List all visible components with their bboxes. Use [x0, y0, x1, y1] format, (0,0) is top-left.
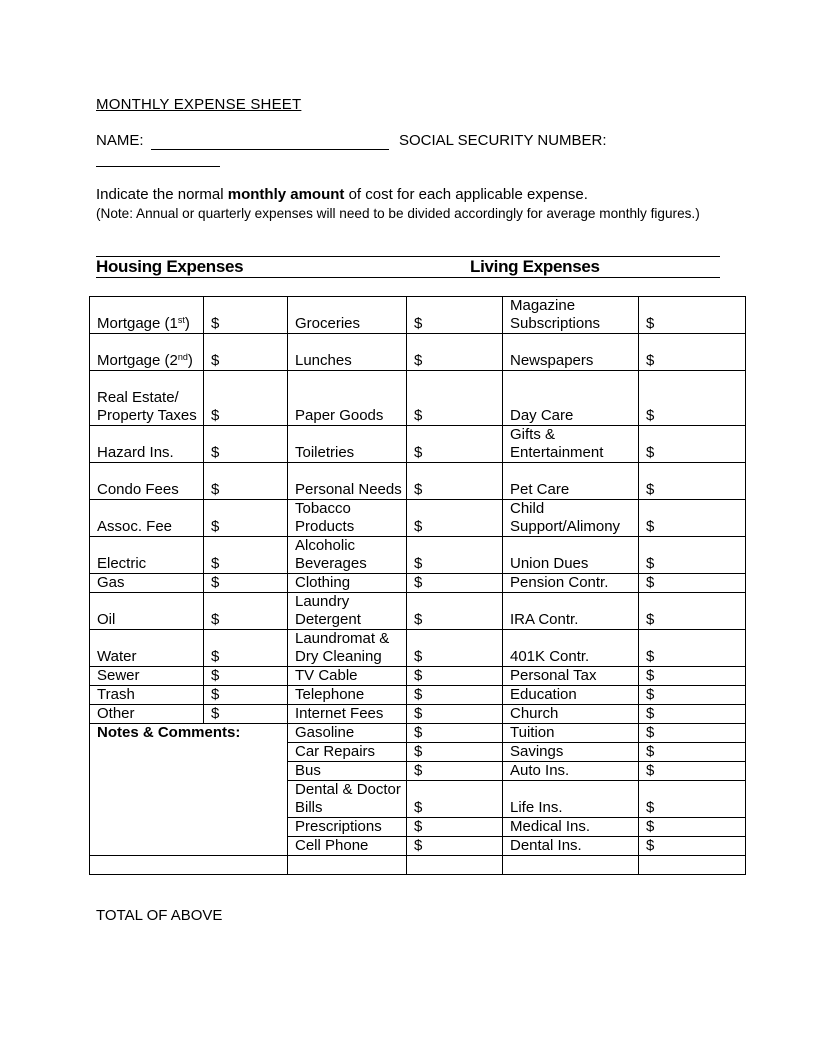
- dollar-sign: $: [414, 611, 423, 628]
- other-amount-field[interactable]: [639, 463, 746, 500]
- dollar-sign: $: [211, 518, 220, 535]
- ordinal-suffix: nd: [177, 352, 188, 362]
- note-text: (Note: Annual or quarterly expenses will need to be divided accordingly for average monthly figures.): [96, 206, 700, 221]
- living-item-label: [288, 781, 407, 818]
- housing-item-text: Oil: [97, 611, 116, 628]
- housing-amount-field[interactable]: [204, 537, 288, 574]
- other-item-label: [503, 724, 639, 743]
- housing-amount-field[interactable]: [204, 630, 288, 667]
- living-item-label: [288, 705, 407, 724]
- living-item-text: Bus: [295, 762, 321, 779]
- other-item-text: Gifts & Entertainment: [510, 426, 604, 461]
- dollar-sign: $: [414, 444, 423, 461]
- living-item-text: Car Repairs: [295, 743, 376, 760]
- dollar-sign: $: [211, 686, 220, 703]
- table-row: [90, 537, 746, 574]
- living-amount-field[interactable]: [407, 724, 503, 743]
- table-row: [90, 371, 746, 426]
- dollar-sign: $: [414, 481, 423, 498]
- dollar-sign: $: [646, 555, 655, 572]
- other-amount-field[interactable]: [639, 667, 746, 686]
- expense-table: [89, 296, 746, 875]
- table-row-blank: [90, 856, 746, 875]
- instructions-before: Indicate the normal: [96, 186, 228, 203]
- living-item-text: Prescriptions: [295, 818, 382, 835]
- living-item-label: [288, 537, 407, 574]
- housing-amount-field[interactable]: [204, 500, 288, 537]
- other-amount-field[interactable]: [639, 781, 746, 818]
- housing-item-tail: ): [184, 315, 190, 332]
- table-row: [90, 500, 746, 537]
- living-item-label: [288, 426, 407, 463]
- housing-amount-field[interactable]: [204, 463, 288, 500]
- other-item-label: [503, 297, 639, 334]
- housing-item-text: Electric: [97, 555, 147, 572]
- table-row: [90, 667, 746, 686]
- living-item-text: Alcoholic Beverages: [295, 537, 367, 572]
- housing-item-text: Gas: [97, 574, 125, 591]
- dollar-sign: $: [646, 407, 655, 424]
- other-amount-field[interactable]: [639, 371, 746, 426]
- housing-item-text: Trash: [97, 686, 135, 703]
- other-item-text: Savings: [510, 743, 564, 760]
- living-item-text: Paper Goods: [295, 407, 384, 424]
- dollar-sign: $: [646, 799, 655, 816]
- housing-item-text: Mortgage (2: [97, 352, 178, 369]
- housing-item-label: [90, 667, 204, 686]
- blank-cell[interactable]: [407, 856, 503, 875]
- living-item-label: [288, 593, 407, 630]
- dollar-sign: $: [646, 762, 655, 779]
- name-label: NAME:: [96, 132, 144, 149]
- living-item-label: [288, 743, 407, 762]
- housing-item-label: [90, 705, 204, 724]
- living-item-label: [288, 762, 407, 781]
- housing-item-label: [90, 371, 204, 426]
- table-row: [90, 574, 746, 593]
- living-item-label: [288, 837, 407, 856]
- living-amount-field[interactable]: [407, 781, 503, 818]
- dollar-sign: $: [414, 574, 423, 591]
- instructions-after: of cost for each applicable expense.: [344, 186, 588, 203]
- header-rule-bottom: [96, 277, 720, 278]
- other-item-label: [503, 686, 639, 705]
- housing-item-text: Mortgage (1: [97, 315, 178, 332]
- table-row: [90, 297, 746, 334]
- living-amount-field[interactable]: [407, 818, 503, 837]
- living-item-text: Clothing: [295, 574, 351, 591]
- dollar-sign: $: [211, 444, 220, 461]
- living-amount-field[interactable]: [407, 574, 503, 593]
- blank-cell[interactable]: [90, 856, 288, 875]
- dollar-sign: $: [211, 352, 220, 369]
- living-item-label: [288, 686, 407, 705]
- living-item-text: Groceries: [295, 315, 361, 332]
- dollar-sign: $: [211, 611, 220, 628]
- living-amount-field[interactable]: [407, 426, 503, 463]
- living-amount-field[interactable]: [407, 297, 503, 334]
- dollar-sign: $: [414, 518, 423, 535]
- housing-amount-field[interactable]: [204, 297, 288, 334]
- other-item-label: [503, 781, 639, 818]
- other-item-label: [503, 371, 639, 426]
- dollar-sign: $: [211, 705, 220, 722]
- dollar-sign: $: [414, 555, 423, 572]
- housing-item-label: [90, 426, 204, 463]
- other-amount-field[interactable]: [639, 630, 746, 667]
- dollar-sign: $: [414, 818, 423, 835]
- instructions-bold: monthly amount: [227, 186, 345, 203]
- housing-item-text: Sewer: [97, 667, 140, 684]
- other-item-label: [503, 500, 639, 537]
- living-amount-field[interactable]: [407, 762, 503, 781]
- table-row: [90, 593, 746, 630]
- housing-amount-field[interactable]: [204, 705, 288, 724]
- living-item-label: [288, 630, 407, 667]
- housing-item-label: [90, 334, 204, 371]
- housing-item-label: [90, 593, 204, 630]
- dollar-sign: $: [414, 743, 423, 760]
- dollar-sign: $: [646, 743, 655, 760]
- housing-item-tail: ): [187, 352, 193, 369]
- dollar-sign: $: [414, 352, 423, 369]
- dollar-sign: $: [646, 611, 655, 628]
- living-item-label: [288, 500, 407, 537]
- living-item-text: Tobacco Products: [295, 500, 355, 535]
- housing-item-text: Real Estate/ Property Taxes: [97, 389, 197, 424]
- living-amount-field[interactable]: [407, 593, 503, 630]
- table-row: [90, 724, 746, 743]
- other-item-text: Day Care: [510, 407, 574, 424]
- dollar-sign: $: [646, 724, 655, 741]
- ssn-field[interactable]: [96, 166, 220, 167]
- living-item-text: Telephone: [295, 686, 365, 703]
- housing-item-label: [90, 574, 204, 593]
- living-item-text: TV Cable: [295, 667, 358, 684]
- other-item-text: Personal Tax: [510, 667, 597, 684]
- living-amount-field[interactable]: [407, 743, 503, 762]
- dollar-sign: $: [646, 705, 655, 722]
- living-item-text: Toiletries: [295, 444, 355, 461]
- other-item-label: [503, 818, 639, 837]
- other-item-text: Pension Contr.: [510, 574, 609, 591]
- other-amount-field[interactable]: [639, 537, 746, 574]
- table-row: [90, 426, 746, 463]
- dollar-sign: $: [646, 686, 655, 703]
- living-amount-field[interactable]: [407, 537, 503, 574]
- living-amount-field[interactable]: [407, 463, 503, 500]
- living-item-label: [288, 371, 407, 426]
- living-item-text: Laundromat & Dry Cleaning: [295, 630, 390, 665]
- dollar-sign: $: [211, 648, 220, 665]
- housing-amount-field[interactable]: [204, 593, 288, 630]
- living-item-label: [288, 724, 407, 743]
- total-label: TOTAL OF ABOVE: [96, 907, 223, 924]
- living-amount-field[interactable]: [407, 371, 503, 426]
- blank-cell[interactable]: [639, 856, 746, 875]
- other-amount-field[interactable]: [639, 705, 746, 724]
- blank-cell[interactable]: [503, 856, 639, 875]
- dollar-sign: $: [211, 555, 220, 572]
- housing-item-label: [90, 463, 204, 500]
- other-item-text: Union Dues: [510, 555, 589, 572]
- other-item-text: Medical Ins.: [510, 818, 591, 835]
- ordinal-suffix: st: [177, 315, 185, 325]
- other-amount-field[interactable]: [639, 724, 746, 743]
- other-item-text: Child Support/Alimony: [510, 500, 621, 535]
- living-item-text: Internet Fees: [295, 705, 384, 722]
- living-item-label: [288, 334, 407, 371]
- dollar-sign: $: [414, 762, 423, 779]
- living-amount-field[interactable]: [407, 837, 503, 856]
- dollar-sign: $: [646, 518, 655, 535]
- name-field[interactable]: [151, 149, 389, 150]
- page-title: MONTHLY EXPENSE SHEET: [96, 96, 302, 113]
- other-item-label: [503, 463, 639, 500]
- dollar-sign: $: [414, 837, 423, 854]
- dollar-sign: $: [646, 837, 655, 854]
- living-amount-field[interactable]: [407, 686, 503, 705]
- housing-item-label: [90, 500, 204, 537]
- other-item-text: Pet Care: [510, 481, 570, 498]
- other-item-label: [503, 334, 639, 371]
- dollar-sign: $: [211, 481, 220, 498]
- dollar-sign: $: [414, 648, 423, 665]
- dollar-sign: $: [414, 667, 423, 684]
- dollar-sign: $: [414, 724, 423, 741]
- table-row: [90, 630, 746, 667]
- living-item-text: Cell Phone: [295, 837, 369, 854]
- other-amount-field[interactable]: [639, 297, 746, 334]
- ssn-label: SOCIAL SECURITY NUMBER:: [399, 132, 607, 149]
- other-amount-field[interactable]: [639, 500, 746, 537]
- housing-item-label: [90, 537, 204, 574]
- other-item-label: [503, 837, 639, 856]
- housing-item-text: Assoc. Fee: [97, 518, 173, 535]
- notes-comments-area[interactable]: [90, 724, 288, 856]
- living-item-label: [288, 667, 407, 686]
- dollar-sign: $: [646, 667, 655, 684]
- other-item-label: [503, 743, 639, 762]
- dollar-sign: $: [646, 481, 655, 498]
- other-item-text: Dental Ins.: [510, 837, 582, 854]
- dollar-sign: $: [646, 648, 655, 665]
- other-item-text: Church: [510, 705, 559, 722]
- other-item-label: [503, 705, 639, 724]
- living-item-text: Personal Needs: [295, 481, 402, 498]
- dollar-sign: $: [414, 407, 423, 424]
- living-item-label: [288, 818, 407, 837]
- living-item-label: [288, 574, 407, 593]
- other-amount-field[interactable]: [639, 426, 746, 463]
- dollar-sign: $: [414, 315, 423, 332]
- dollar-sign: $: [646, 315, 655, 332]
- living-item-text: Lunches: [295, 352, 352, 369]
- other-amount-field[interactable]: [639, 334, 746, 371]
- other-amount-field[interactable]: [639, 686, 746, 705]
- housing-amount-field[interactable]: [204, 334, 288, 371]
- other-item-text: Tuition: [510, 724, 555, 741]
- other-item-text: Auto Ins.: [510, 762, 570, 779]
- notes-label: Notes & Comments:: [97, 724, 241, 741]
- housing-item-text: Other: [97, 705, 135, 722]
- other-item-label: [503, 426, 639, 463]
- table-row: [90, 334, 746, 371]
- dollar-sign: $: [646, 352, 655, 369]
- other-item-label: [503, 537, 639, 574]
- housing-amount-field[interactable]: [204, 574, 288, 593]
- other-item-label: [503, 593, 639, 630]
- dollar-sign: $: [646, 444, 655, 461]
- living-expenses-header: Living Expenses: [470, 257, 600, 276]
- dollar-sign: $: [646, 818, 655, 835]
- living-item-label: [288, 463, 407, 500]
- other-amount-field[interactable]: [639, 762, 746, 781]
- housing-item-label: [90, 297, 204, 334]
- housing-amount-field[interactable]: [204, 667, 288, 686]
- dollar-sign: $: [414, 705, 423, 722]
- dollar-sign: $: [211, 407, 220, 424]
- housing-item-text: Water: [97, 648, 137, 665]
- other-item-text: IRA Contr.: [510, 611, 579, 628]
- housing-item-label: [90, 686, 204, 705]
- other-amount-field[interactable]: [639, 574, 746, 593]
- other-amount-field[interactable]: [639, 743, 746, 762]
- table-row: [90, 686, 746, 705]
- other-item-text: Magazine Subscriptions: [510, 297, 601, 332]
- dollar-sign: $: [414, 799, 423, 816]
- other-item-label: [503, 574, 639, 593]
- table-row: [90, 463, 746, 500]
- other-amount-field[interactable]: [639, 837, 746, 856]
- other-item-label: [503, 630, 639, 667]
- other-item-text: Life Ins.: [510, 799, 563, 816]
- other-item-label: [503, 762, 639, 781]
- other-amount-field[interactable]: [639, 593, 746, 630]
- other-item-text: Education: [510, 686, 577, 703]
- table-row: [90, 705, 746, 724]
- living-amount-field[interactable]: [407, 667, 503, 686]
- dollar-sign: $: [211, 667, 220, 684]
- housing-item-label: [90, 630, 204, 667]
- other-item-text: Newspapers: [510, 352, 594, 369]
- living-amount-field[interactable]: [407, 705, 503, 724]
- other-item-label: [503, 667, 639, 686]
- dollar-sign: $: [414, 686, 423, 703]
- living-item-text: Laundry Detergent: [295, 593, 361, 628]
- dollar-sign: $: [211, 574, 220, 591]
- living-item-label: [288, 297, 407, 334]
- dollar-sign: $: [211, 315, 220, 332]
- housing-item-text: Hazard Ins.: [97, 444, 174, 461]
- housing-item-text: Condo Fees: [97, 481, 179, 498]
- other-item-text: 401K Contr.: [510, 648, 590, 665]
- housing-amount-field[interactable]: [204, 371, 288, 426]
- living-item-text: Gasoline: [295, 724, 355, 741]
- living-amount-field[interactable]: [407, 334, 503, 371]
- living-item-text: Dental & Doctor Bills: [295, 781, 401, 816]
- living-amount-field[interactable]: [407, 500, 503, 537]
- housing-amount-field[interactable]: [204, 686, 288, 705]
- living-amount-field[interactable]: [407, 630, 503, 667]
- other-amount-field[interactable]: [639, 818, 746, 837]
- instructions: [96, 186, 588, 203]
- blank-cell[interactable]: [288, 856, 407, 875]
- housing-expenses-header: Housing Expenses: [96, 257, 244, 276]
- dollar-sign: $: [646, 574, 655, 591]
- housing-amount-field[interactable]: [204, 426, 288, 463]
